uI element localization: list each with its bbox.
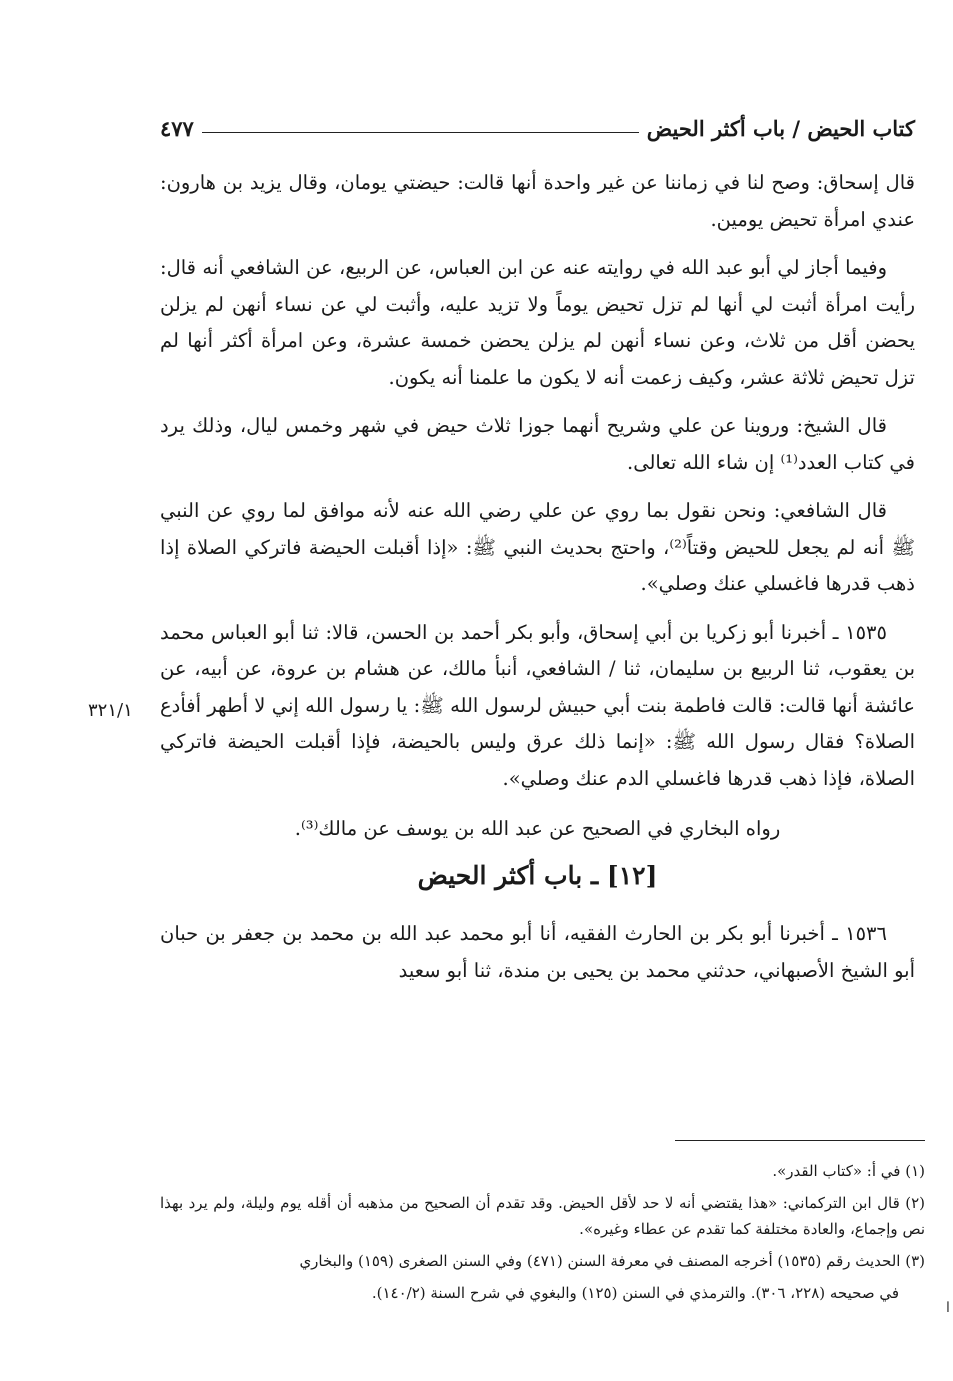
paragraph-1: قال إسحاق: وصح لنا في زماننا عن غير واحدة أنها قالت: حيضتي يومان، وقال يزيد بن هارون: عندي امرأة تحيض يومين.	[160, 171, 915, 231]
paragraph-4: قال الشافعي: ونحن نقول بما روي عن علي رضي الله عنه لأنه موافق لما روي عن النبي ﷺ أنه لم يجعل للحيض وقتاً⁽²⁾، واحتج بحديث النبي ﷺ: «إذا أقبلت الحيضة فاتركي الصلاة إذا ذهب قدرها فاغسلي عنك وصلي».	[160, 499, 915, 595]
paragraph-2: وفيما أجاز لي أبو عبد الله في روايته عنه عن ابن العباس، عن الربيع، عن الشافعي أنه قال: رأيت امرأة أثبت لي أنها لم تزل تحيض يوماً ولا تزيد عليه، وأثبت لي عن نساء أنهن لم يزلن يحضن أقل من ثلاث، وعن نساء أنهن لم يزلن يحضن خمسة عشرة، وعن امرأة أكثر أنها لم تزل تحيض ثلاثة عشر، وكيف زعمت أنه لا يكون ما علمنا أنه يكون.	[160, 256, 915, 389]
margin-reference: ٣٢١/١	[88, 700, 133, 721]
hadith-1536: ١٥٣٦ ـ أخبرنا أبو بكر بن الحارث الفقيه، أنا أبو محمد عبد الله بن محمد بن جعفر بن حبان أبو الشيخ الأصبهاني، حدثني محمد بن يحيى بن مندة، ثنا أبو سعيد	[160, 922, 915, 982]
hadith-1535: ١٥٣٥ ـ أخبرنا أبو زكريا بن أبي إسحاق، وأبو بكر أحمد بن الحسن، قالا: ثنا أبو العباس محمد بن يعقوب، ثنا الربيع بن سليمان، ثنا / الشافعي، أنبأ مالك، عن هشام بن عروة، عن أبيه، عن عائشة أنها قالت: قالت فاطمة بنت أبي حبيش لرسول الله ﷺ: يا رسول الله إني لا أطهر أفأدع الصلاة؟ فقال رسول الله ﷺ: «إنما ذلك عرق وليس بالحيضة، فإذا أقبلت الحيضة فاتركي الصلاة، فإذا ذهب قدرها فاغسلي الدم عنك وصلي».	[160, 620, 915, 790]
footnote-1: (١) في أ: «كتاب القدر».	[772, 1162, 925, 1180]
footnotes	[160, 1158, 925, 1312]
header-rule	[202, 132, 639, 133]
main-text	[160, 165, 915, 1001]
paragraph-6: رواه البخاري في الصحيح عن عبد الله بن يوسف عن مالك⁽³⁾.	[294, 817, 781, 840]
chapter-title: [١٢] ـ باب أكثر الحيض	[417, 860, 658, 890]
footnote-3-continued: في صحيحه (٢٢٨، ٣٠٦). والترمذي في السنن (١٢٥) والبغوي في شرح السنة (١٤٠/٢).	[371, 1284, 899, 1302]
header-title: كتاب الحيض / باب أكثر الحيض	[646, 115, 915, 141]
footnote-divider	[675, 1140, 925, 1141]
running-header	[160, 108, 915, 148]
paragraph-3: قال الشيخ: وروينا عن علي وشريح أنهما جوزا ثلاث حيض في شهر وخمس ليال، وذلك يرد في كتاب العدد⁽¹⁾ إن شاء الله تعالى.	[160, 414, 915, 474]
scan-mark: ا	[946, 1300, 950, 1316]
footnote-3: (٣) الحديث رقم (١٥٣٥) أخرجه المصنف في معرفة السنن (٤٧١) وفي السنن الصغرى (١٥٩) والبخاري	[299, 1252, 925, 1270]
footnote-2: (٢) قال ابن التركماني: «هذا يقتضي أنه لا حد لأقل الحيض. وقد تقدم أن الصحيح من مذهبه أن أقله يوم وليلة، ولم يرد بهذا نص وإجماع، والعادة مختلفة كما تقدم عن عطاء وغيره».	[160, 1194, 925, 1238]
page-number: ٤٧٧	[160, 115, 194, 141]
